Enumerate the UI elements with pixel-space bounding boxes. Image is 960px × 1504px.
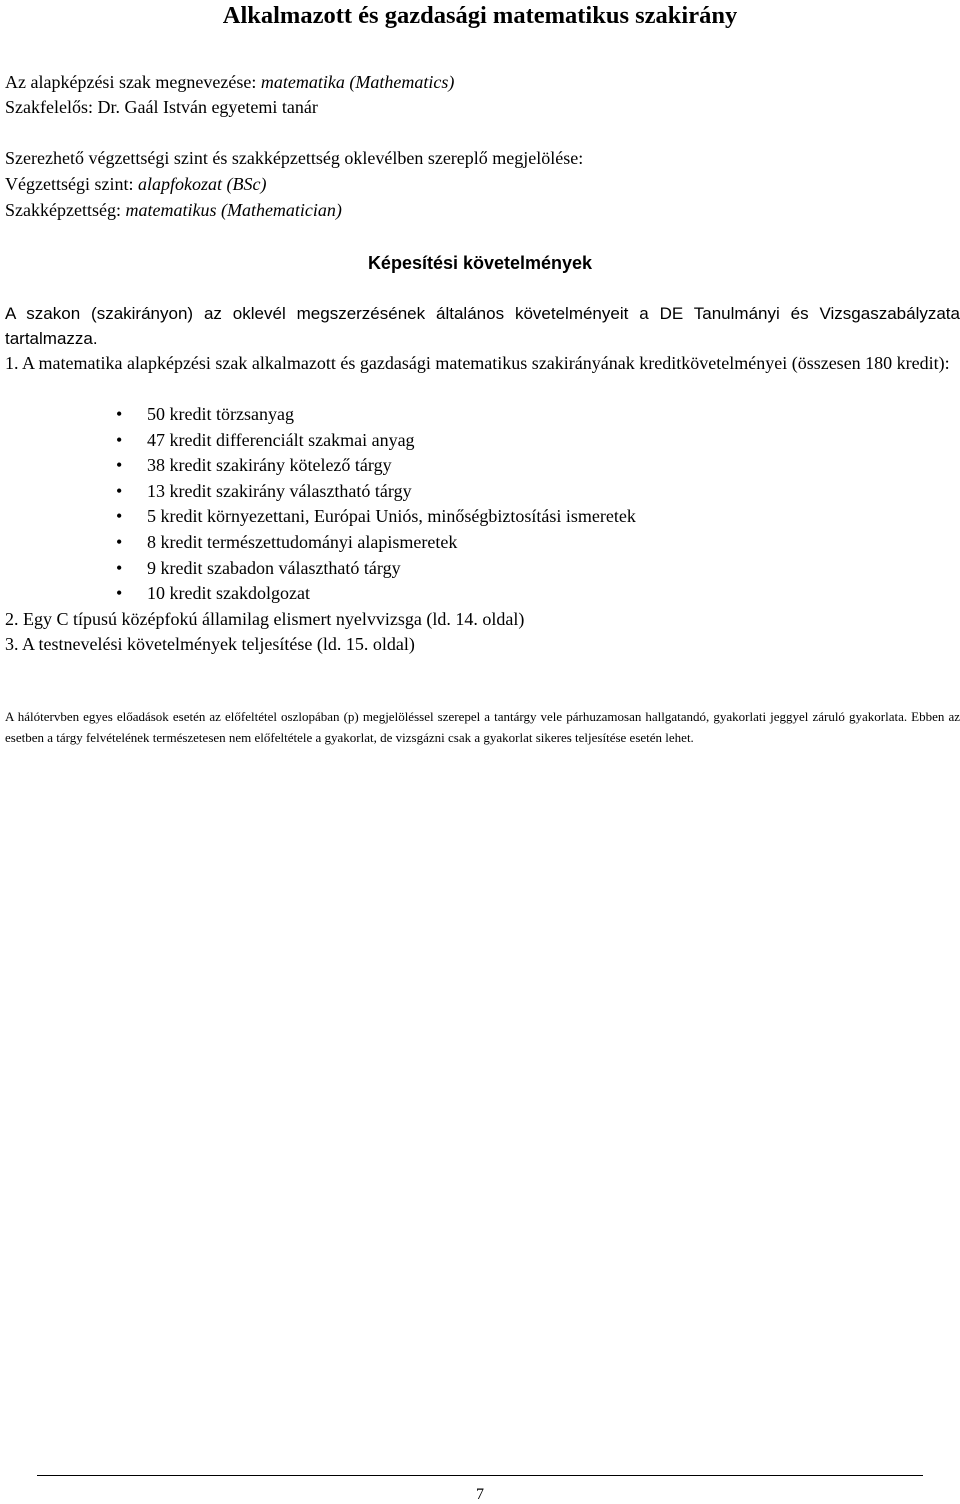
credit-text: 47 kredit differenciált szakmai anyag [147, 429, 415, 450]
credit-text: 8 kredit természettudományi alapismeretek [147, 531, 458, 552]
credit-list-item [0, 556, 636, 582]
prerequisite-note: A hálótervben egyes előadások esetén az előfeltétel oszlopában (p) megjelöléssel szerepel a tantárgy vele párhuzamosan hallgatandó, gyakorlati jeggyel záruló gyakorlata. Ebben az esetben a tárgy felvételének természetesen nem előfeltétele a gyakorlat, de vizsgázni csak a gyakorlat sikeres teljesítése esetén lehet. [5, 709, 960, 745]
credit-list-item [0, 504, 636, 530]
requirements-item-1: 1. A matematika alapképzési szak alkalmazott és gazdasági matematikus szakirányának kreditkövetelményei (összesen 180 kredit): [5, 353, 950, 373]
credit-list-item [0, 581, 636, 607]
bullet-icon: • [116, 480, 123, 501]
requirements-item-2: 2. Egy C típusú középfokú államilag elismert nyelvvizsga (ld. 14. oldal) [5, 609, 525, 629]
specialization-label: Szakképzettség: [5, 200, 126, 220]
credit-list [0, 402, 636, 607]
requirements-intro: A szakon (szakirányon) az oklevél megszerzésének általános követelményeit a DE Tanulmányi és Vizsgaszabályzata tartalmazza. [5, 304, 960, 348]
program-responsible: Szakfelelős: Dr. Gaál István egyetemi tanár [5, 97, 318, 117]
footer-divider [37, 1475, 923, 1476]
requirements-heading: Képesítési követelmények [367, 253, 593, 273]
bullet-icon: • [116, 531, 123, 552]
page-title: Alkalmazott és gazdasági matematikus szakirány [222, 2, 738, 29]
bullet-icon: • [116, 404, 123, 424]
bullet-icon: • [116, 506, 123, 527]
program-name-label: Az alapképzési szak megnevezése: [5, 72, 261, 92]
credit-text: 10 kredit szakdolgozat [147, 583, 310, 604]
specialization-value: matematikus (Mathematician) [125, 200, 342, 220]
page-number: 7 [476, 1486, 484, 1503]
degree-level-value: alapfokozat (BSc) [137, 174, 267, 194]
specialization-line [5, 198, 342, 222]
credit-list-item [0, 402, 636, 428]
bullet-icon: • [116, 455, 123, 476]
credit-text: 38 kredit szakirány kötelező tárgy [147, 455, 392, 476]
credit-text: 50 kredit törzsanyag [147, 404, 294, 424]
credit-text: 5 kredit környezettani, Európai Uniós, minőségbiztosítási ismeretek [147, 506, 636, 527]
credit-list-item [0, 453, 636, 479]
credit-list-item [0, 479, 636, 505]
requirements-item-3: 3. A testnevelési követelmények teljesítése (ld. 15. oldal) [5, 634, 415, 654]
qualification-intro: Szerezhető végzettségi szint és szakképzettség oklevélben szereplő megjelölése: [5, 148, 584, 168]
program-name-line [5, 70, 454, 94]
credit-text: 9 kredit szabadon választható tárgy [147, 557, 401, 578]
bullet-icon: • [116, 429, 123, 450]
credit-list-item [0, 428, 636, 454]
degree-level-label: Végzettségi szint: [5, 174, 138, 194]
bullet-icon: • [116, 583, 123, 604]
bullet-icon: • [116, 557, 123, 578]
degree-level-line [5, 172, 266, 196]
program-name-value: matematika (Mathematics) [260, 72, 455, 92]
credit-list-item [0, 530, 636, 556]
credit-text: 13 kredit szakirány választható tárgy [147, 480, 412, 501]
